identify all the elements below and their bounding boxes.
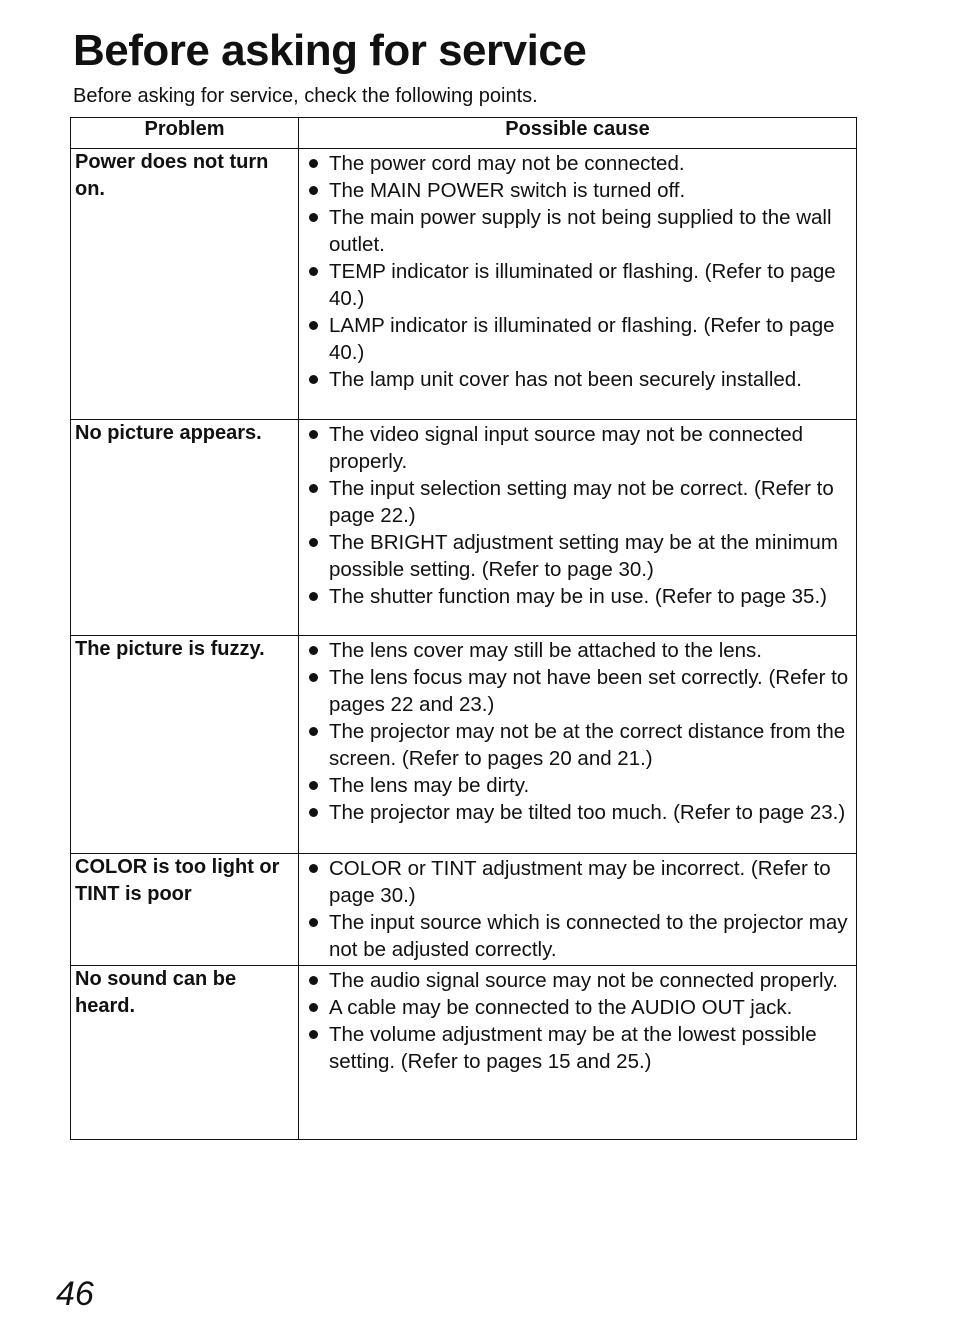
- cause-item: The lens cover may still be attached to the lens.: [307, 637, 850, 664]
- table-row: [71, 636, 857, 854]
- table-row: [71, 420, 857, 636]
- cause-item: TEMP indicator is illuminated or flashing. (Refer to page 40.): [307, 258, 850, 312]
- cause-cell: [299, 966, 857, 1140]
- problem-column-header: Problem: [71, 118, 299, 149]
- cause-list: [307, 967, 850, 1075]
- problem-cell: Power does not turn on.: [71, 149, 299, 420]
- cause-cell: [299, 854, 857, 966]
- table-row: [71, 966, 857, 1140]
- problem-cell: COLOR is too light or TINT is poor: [71, 854, 299, 966]
- cause-item: The power cord may not be connected.: [307, 150, 850, 177]
- cause-item: The lens may be dirty.: [307, 772, 850, 799]
- table-row: [71, 854, 857, 966]
- cause-item: The lens focus may not have been set correctly. (Refer to pages 22 and 23.): [307, 664, 850, 718]
- problem-cell: No sound can be heard.: [71, 966, 299, 1140]
- cause-item: LAMP indicator is illuminated or flashing. (Refer to page 40.): [307, 312, 850, 366]
- troubleshooting-table: [70, 117, 857, 1140]
- problem-cell: The picture is fuzzy.: [71, 636, 299, 854]
- cause-item: The BRIGHT adjustment setting may be at the minimum possible setting. (Refer to page 30.): [307, 529, 850, 583]
- cause-item: A cable may be connected to the AUDIO OUT jack.: [307, 994, 850, 1021]
- problem-cell: No picture appears.: [71, 420, 299, 636]
- cause-item: The main power supply is not being supplied to the wall outlet.: [307, 204, 850, 258]
- cause-item: The MAIN POWER switch is turned off.: [307, 177, 850, 204]
- cause-item: The projector may not be at the correct distance from the screen. (Refer to pages 20 and 21.): [307, 718, 850, 772]
- cause-item: The shutter function may be in use. (Refer to page 35.): [307, 583, 850, 610]
- page-number: 46: [56, 1275, 94, 1313]
- cause-list: [307, 421, 850, 610]
- cause-item: The video signal input source may not be connected properly.: [307, 421, 850, 475]
- intro-text: Before asking for service, check the following points.: [73, 85, 538, 107]
- table-row: [71, 149, 857, 420]
- cause-column-header: Possible cause: [299, 118, 857, 149]
- cause-item: The volume adjustment may be at the lowest possible setting. (Refer to pages 15 and 25.): [307, 1021, 850, 1075]
- cause-cell: [299, 149, 857, 420]
- cause-cell: [299, 420, 857, 636]
- cause-item: The lamp unit cover has not been securely installed.: [307, 366, 850, 393]
- cause-item: The input selection setting may not be correct. (Refer to page 22.): [307, 475, 850, 529]
- cause-item: The audio signal source may not be connected properly.: [307, 967, 850, 994]
- cause-list: [307, 637, 850, 826]
- cause-item: The projector may be tilted too much. (Refer to page 23.): [307, 799, 850, 826]
- table-header-row: [71, 118, 857, 149]
- cause-cell: [299, 636, 857, 854]
- cause-item: The input source which is connected to the projector may not be adjusted correctly.: [307, 909, 850, 963]
- cause-item: COLOR or TINT adjustment may be incorrect. (Refer to page 30.): [307, 855, 850, 909]
- cause-list: [307, 855, 850, 963]
- page-title: Before asking for service: [73, 26, 587, 75]
- cause-list: [307, 150, 850, 393]
